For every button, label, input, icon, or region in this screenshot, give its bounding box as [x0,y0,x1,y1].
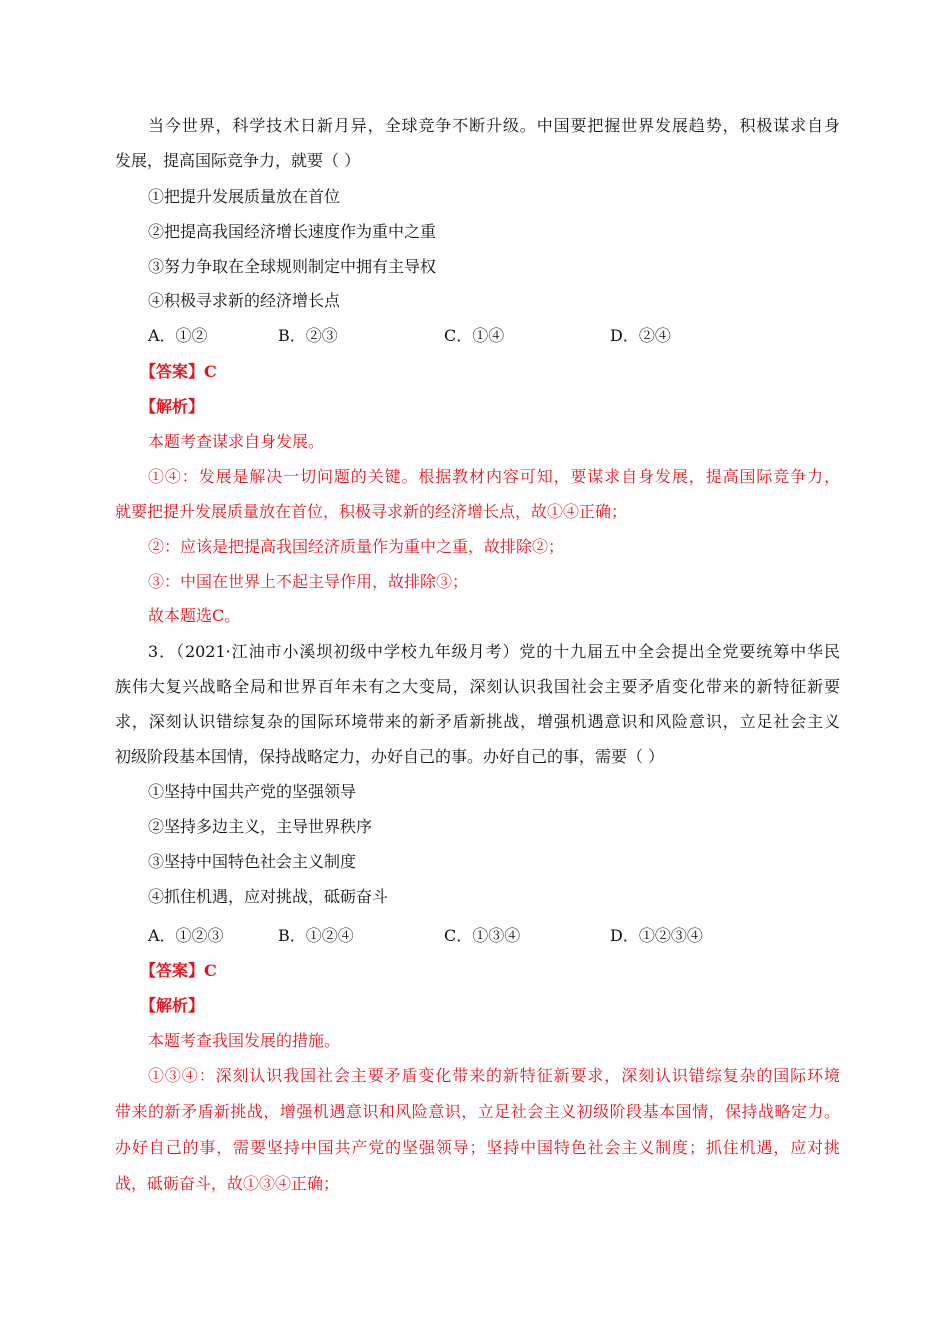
q2-stem-line: 当今世界，科学技术日新月异，全球竞争不断升级。中国要把握世界发展趋势，积极谋求自身 [148,116,840,135]
q2-option-d: D．②④ [610,326,671,345]
q3-option-b: B．①②④ [278,926,354,945]
q2-item: ③努力争取在全球规则制定中拥有主导权 [148,257,437,276]
q2-stem-line: 发展，提高国际竞争力，就要（ ） [115,151,361,170]
q3-analysis-line: ①③④：深刻认识我国社会主要矛盾变化带来的新特征新要求，深刻认识错综复杂的国际环境 [148,1066,840,1085]
q3-answer: 【答案】C [140,961,217,980]
q3-stem-line: 3．（2021·江油市小溪坝初级中学校九年级月考）党的十九届五中全会提出全党要统筹中华民 [148,642,840,661]
q3-analysis-line: 办好自己的事，需要坚持中国共产党的坚强领导；坚持中国特色社会主义制度；抓住机遇，应对挑 [115,1138,840,1157]
q2-item: ②把提高我国经济增长速度作为重中之重 [148,222,437,241]
q3-option-c: C．①③④ [444,926,521,945]
q3-analysis-label: 【解析】 [140,996,205,1015]
q3-item: ③坚持中国特色社会主义制度 [148,852,357,871]
q2-answer: 【答案】C [140,362,217,381]
q3-item: ②坚持多边主义，主导世界秩序 [148,817,373,836]
q3-analysis-line: 带来的新矛盾新挑战，增强机遇意识和风险意识，立足社会主义初级阶段基本国情，保持战略定力。 [115,1102,840,1121]
q3-analysis-line: 本题考查我国发展的措施。 [148,1031,341,1050]
q2-item: ①把提升发展质量放在首位 [148,187,341,206]
q2-analysis-line: 本题考查谋求自身发展。 [148,432,325,451]
q3-analysis-line: 战，砥砺奋斗，故①③④正确； [115,1174,340,1193]
q2-option-a: A．①② [148,326,208,345]
q3-item: ①坚持中国共产党的坚强领导 [148,782,357,801]
q3-stem-line: 求，深刻认识错综复杂的国际环境带来的新矛盾新挑战，增强机遇意识和风险意识，立足社会主义 [115,712,840,731]
q2-analysis-line: ③：中国在世界上不起主导作用，故排除③； [148,572,469,591]
q3-stem-line: 初级阶段基本国情，保持战略定力，办好自己的事。办好自己的事，需要（ ） [115,747,665,766]
q2-option-b: B．②③ [278,326,338,345]
q2-analysis-line: 就要把提升发展质量放在首位，积极寻求新的经济增长点，故①④正确； [115,502,628,521]
q3-stem-line: 族伟大复兴战略全局和世界百年未有之大变局，深刻认识我国社会主要矛盾变化带来的新特征新要 [115,677,840,696]
q2-option-c: C．①④ [444,326,505,345]
q3-item: ④抓住机遇，应对挑战，砥砺奋斗 [148,887,389,906]
q2-analysis-line: ①④：发展是解决一切问题的关键。根据教材内容可知，要谋求自身发展，提高国际竞争力， [148,467,840,486]
q3-option-d: D．①②③④ [610,926,703,945]
q2-analysis-label: 【解析】 [140,397,205,416]
q3-option-a: A．①②③ [148,926,224,945]
q2-analysis-line: ②：应该是把提高我国经济质量作为重中之重，故排除②； [148,537,565,556]
q2-analysis-line: 故本题选C。 [148,606,241,625]
q2-item: ④积极寻求新的经济增长点 [148,291,341,310]
